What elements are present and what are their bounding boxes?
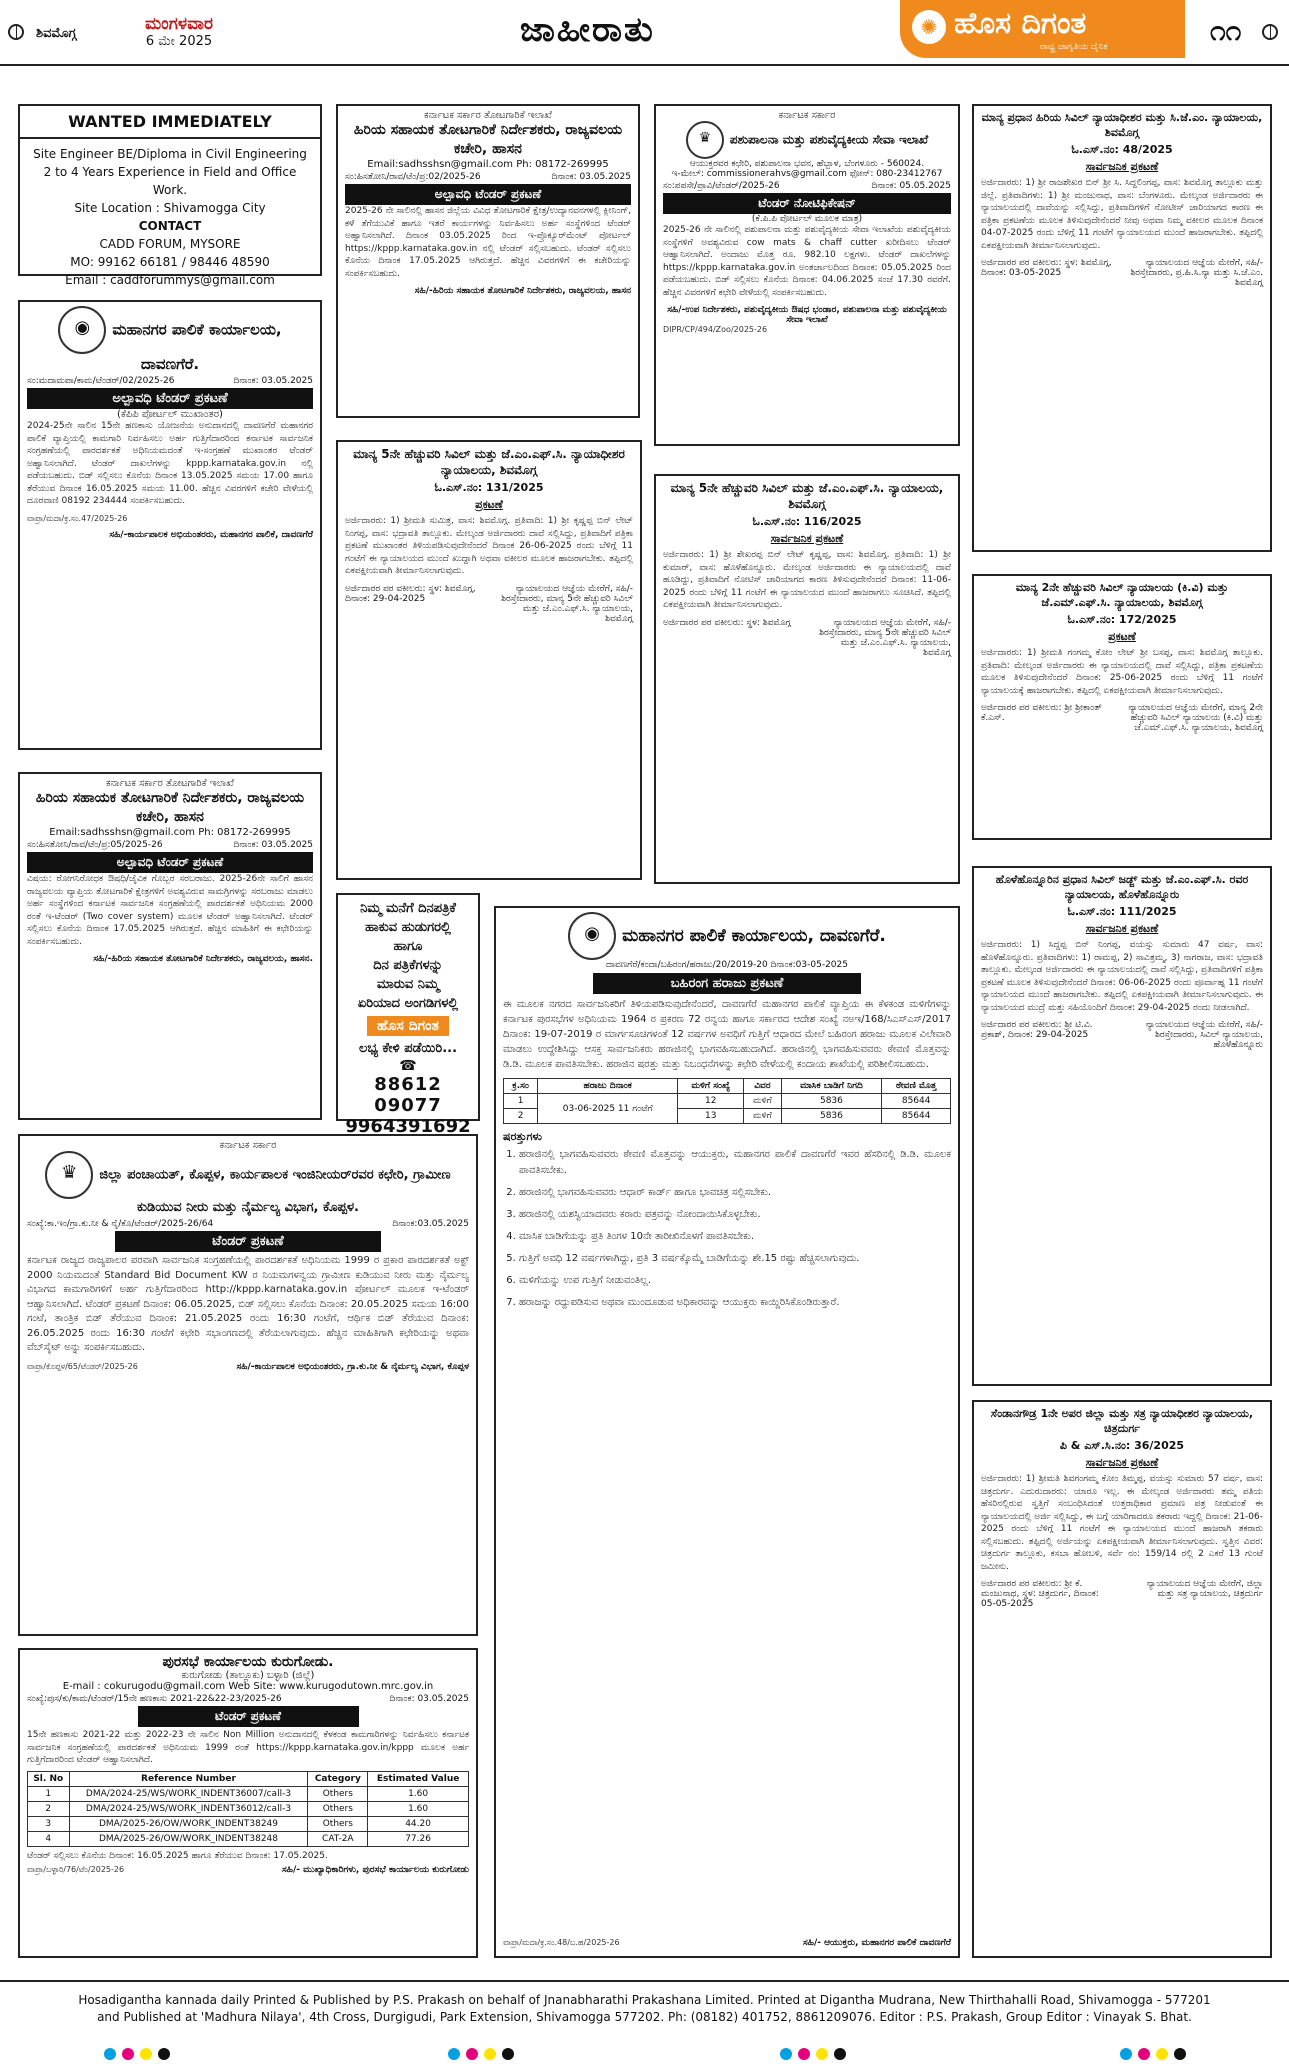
ad-signature: ಸಹಿ/- ಆಯುಕ್ತರು, ಮಹಾನಗರ ಪಾಲಿಕೆ ದಾವಣಗೆರೆ <box>802 1938 951 1948</box>
auction-table <box>503 1078 951 1124</box>
wanted-line: 2 to 4 Years Experience in Field and Office Work. <box>43 165 297 197</box>
list-item: 2. ಹರಾಜಿನಲ್ಲಿ ಭಾಗವಹಿಸುವವರು ಆಧಾರ್ ಕಾರ್ಡ್ ಹಾಗೂ ಭಾವಚಿತ್ರ ಸಲ್ಲಿಸಬೇಕು. <box>519 1185 951 1201</box>
court-signature: ನ್ಯಾಯಾಲಯದ ಆಜ್ಞೆಯ ಮೇರೆಗೆ, ಸಹಿ/-ಶಿರಸ್ತೇದಾರರು, ಮಾನ್ಯ 5ನೇ ಹೆಚ್ಚುವರಿ ಸಿವಿಲ್ ಮತ್ತು ಜೆ.ಎಂ.ಎಫ್.ಸಿ. ನ್ಯಾಯಾಲಯ, ಶಿವಮೊಗ್ಗ <box>819 617 951 658</box>
case-number: ಪಿ & ಎಸ್.ಸಿ.ನಂ: 36/2025 <box>1059 1439 1185 1452</box>
ref-number: ಸಂಖ್ಯೆ:ಪುಸ/ಕು/ಕಾಮ/ಟೆಂಡರ್/15ನೇ ಹಣಕಾಸು 2021-22&22-23/2025-26 <box>27 1694 282 1704</box>
promo-logo: ಹೊಸ ದಿಗಂತ <box>367 1016 449 1036</box>
ad-contact: ಇ-ಮೇಲ್: commissionerahvs@gmail.com ಫೋನ್: 080-23412767 <box>671 169 943 179</box>
table-cell: 1 <box>504 1094 538 1109</box>
ad-gov-line: ಕರ್ನಾಟಕ ಸರ್ಕಾರ <box>219 1140 277 1151</box>
dept-emblem-icon: ♛ <box>686 121 724 159</box>
notice-label: ಸಾರ್ವಜನಿಕ ಪ್ರಕಟಣೆ <box>1085 160 1159 173</box>
notice-label: ಪ್ರಕಟಣೆ <box>475 498 503 511</box>
table-header: ಮಳಿಗೆ ಸಂಖ್ಯೆ <box>678 1079 744 1094</box>
ad-gov-line: ಕರ್ನಾಟಕ ಸರ್ಕಾರ ತೋಟಗಾರಿಕೆ ಇಲಾಖೆ <box>106 778 234 789</box>
table-cell: Others <box>308 1786 368 1801</box>
ad-title: ಮಹಾನಗರ ಪಾಲಿಕೆ ಕಾರ್ಯಾಲಯ, ದಾವಣಗೆರೆ. <box>622 926 886 946</box>
ad-date: ದಿನಾಂಕ: 03.05.2025 <box>551 172 631 182</box>
masthead <box>0 0 1289 66</box>
notice-body: ಅರ್ಜಿದಾರರು: 1) ಸಿದ್ದಪ್ಪ ಬಿನ್ ನಿಂಗಪ್ಪ, ವಯಸ್ಸು ಸುಮಾರು 47 ವರ್ಷ, ವಾಸ: ಹೊಳೆಹೊನ್ನೂರು. ಪ್ರತಿವಾದಿಗಳು: 1) ರಾಮಪ್ಪ, 2) ಸಾವಿತ್ರಮ್ಮ, 3) ನಾಗರಾಜ, ವಾಸ: ಭದ್ರಾವತಿ ತಾಲ್ಲೂಕು. ಮೇಲ್ಕಂಡ ಅರ್ಜಿದಾರರು ಈ ನ್ಯಾಯಾಲಯದಲ್ಲಿ ದಾವೆ ಸಲ್ಲಿಸಿದ್ದು, ಪ್ರತಿವಾದಿಗಳಿಗೆ ಪತ್ರಿಕಾ ಪ್ರಕಟಣೆ ಮೂಲಕ ತಿಳಿಸುವುದೇನೆಂದರೆ ದಿನಾಂಕ: 06-06-2025 ರಂದು ಪೂರ್ವಾಹ್ನ 11 ಗಂಟೆಗೆ ನ್ಯಾಯಾಲಯದ ಮುಂದೆ ಹಾಜರಾಗಬೇಕು. ತಪ್ಪಿದಲ್ಲಿ ಏಕಪಕ್ಷೀಯವಾಗಿ ತೀರ್ಮಾನಿಸಲಾಗುವುದು. ಈ ನ್ಯಾಯಾಲಯದ ಮುದ್ರೆ ಮತ್ತು ಸಹಿಯೊಂದಿಗೆ ದಿನಾಂಕ: 29-04-2025 ರಂದು ನೀಡಲಾಗಿದೆ. <box>981 940 1263 1013</box>
table-cell: 1.60 <box>368 1801 469 1816</box>
table-cell: Others <box>308 1816 368 1831</box>
cmyk-dot-icon <box>780 2048 792 2060</box>
table-cell: 4 <box>28 1831 70 1846</box>
wanted-title: WANTED IMMEDIATELY <box>20 106 320 139</box>
registration-mark-icon <box>1262 24 1278 40</box>
ad-subtitle: (ಕೆಪಿಪಿ ಪೋರ್ಟಲ್ ಮುಖಾಂತರ) <box>117 409 223 420</box>
ad-title: ಮಹಾನಗರ ಪಾಲಿಕೆ ಕಾರ್ಯಾಲಯ, ದಾವಣಗೆರೆ. <box>112 320 282 373</box>
table-cell: 5836 <box>781 1094 882 1109</box>
court-notice-6 <box>972 1400 1272 1958</box>
cmyk-dot-icon <box>104 2048 116 2060</box>
ad-footnote: ವಾಪ್ರಾ/ಮದಾ/ಕ್ರ.ಸಂ.48/ಬ.ಹ/2025-26 <box>503 1938 620 1947</box>
court-title: ಸೆಂಡಾನಗೌಡ್ರ 1ನೇ ಅಪರ ಜಿಲ್ಲಾ ಮತ್ತು ಸತ್ರ ನ್ಯಾಯಾಧೀಶರ ನ್ಯಾಯಾಲಯ, ಚಿತ್ರದುರ್ಗ <box>990 1407 1254 1435</box>
kurugodu-tender-ad <box>18 1648 478 1958</box>
court-notice-1 <box>972 104 1272 552</box>
notice-label: ಸಾರ್ವಜನಿಕ ಪ್ರಕಟಣೆ <box>1085 922 1159 935</box>
table-row <box>28 1816 469 1831</box>
ad-subtitle: (ಕೆ.ಪಿ.ಪಿ ಪೋರ್ಟಲ್ ಮೂಲಕ ಮಾತ್ರ) <box>751 214 863 224</box>
cmyk-dot-icon <box>1156 2048 1168 2060</box>
ad-title: ಪುರಸಭೆ ಕಾರ್ಯಾಲಯ ಕುರುಗೋಡು. <box>162 1654 334 1670</box>
table-header: Category <box>308 1771 368 1786</box>
notice-label: ಸಾರ್ವಜನಿಕ ಪ್ರಕಟಣೆ <box>770 532 844 545</box>
advocate-info: ಅರ್ಜಿದಾರರ ಪರ ವಕೀಲರು: ಶ್ರೀ ಶ್ರೀಕಾಂತ್ ಕೆ.ಎಸ್. <box>981 703 1102 723</box>
ad-body: 2025-26 ನೇ ಸಾಲಿನಲ್ಲಿ ಹಾಸನ ಜಿಲ್ಲೆಯ ವಿವಿಧ ತೋಟಗಾರಿಕೆ ಕ್ಷೇತ್ರ/ಉದ್ಯಾನವನಗಳಲ್ಲಿ ಕ್ಲೀನಿಂಗ್, ಕಳೆ ತೆಗೆಯುವಿಕೆ ಹಾಗೂ ಇತರೆ ಕಾರ್ಯಗಳನ್ನು ನಿರ್ವಹಿಸಲು ಅರ್ಹ ಸಂಸ್ಥೆಗಳಿಂದ ಟೆಂಡರ್ ಅಹ್ವಾನಿಸಲಾಗಿದೆ. ದಿನಾಂಕ 03.05.2025 ರಿಂದ ಇ-ಪ್ರೊಕ್ಯೂರ್‌ಮೆಂಟ್ ಪೋರ್ಟಲ್ https://kppp.karnataka.gov.in ನಲ್ಲಿ ಟೆಂಡರ್ ಸಲ್ಲಿಸಬಹುದು. ಟೆಂಡರ್ ಸಲ್ಲಿಸಲು ಕೊನೆಯ ದಿನಾಂಕ 17.05.2025 ಆಗಿರುತ್ತದೆ. ಹೆಚ್ಚಿನ ವಿವರಗಳಿಗೆ ಈ ಕಚೇರಿಯನ್ನು ಸಂಪರ್ಕಿಸಬಹುದು. <box>345 206 631 279</box>
table-cell: DMA/2024-25/WS/WORK_INDENT36012/call-3 <box>69 1801 308 1816</box>
edition-city: ಶಿವಮೊಗ್ಗ <box>36 26 77 41</box>
contact-label: CONTACT <box>138 219 202 233</box>
issue-date: 6 ಮೇ 2025 <box>145 34 213 49</box>
ad-gov-line: ಕರ್ನಾಟಕ ಸರ್ಕಾರ ತೋಟಗಾರಿಕೆ ಇಲಾಖೆ <box>424 110 552 121</box>
table-header: ಕ್ರ.ಸಂ <box>504 1079 538 1094</box>
dipr-code: DIPR/CP/494/Zoo/2025-26 <box>663 325 768 334</box>
wanted-line: Site Engineer BE/Diploma in Civil Engineering <box>33 147 307 161</box>
advocate-info: ಅರ್ಜಿದಾರರ ಪರ ವಕೀಲರು: ಸ್ಥಳ: ಶಿವಮೊಗ್ಗ, ದಿನಾಂಕ: 03-05-2025 <box>981 258 1112 278</box>
mobile-numbers: MO: 99162 66181 / 98446 48590 <box>70 255 270 269</box>
company-name: CADD FORUM, MYSORE <box>99 237 241 251</box>
ad-body: ವಿಷಯ: ರೋಗನಿರೋಧಕ ಔಷಧಿ/ಜೈವಿಕ ಗೊಬ್ಬರ ಸರಬರಾಜು. 2025-26ನೇ ಸಾಲಿಗೆ ಹಾಸನ ರಾಜ್ಯವಲಯ ವ್ಯಾಪ್ತಿಯ ತೋಟಗಾರಿಕೆ ಕ್ಷೇತ್ರಗಳಿಗೆ ಅವಶ್ಯವಿರುವ ಸಾಮಗ್ರಿಗಳನ್ನು ಸರಬರಾಜು ಮಾಡಲು ಅರ್ಹ ಸಂಸ್ಥೆಗಳಿಂದ ಕರ್ನಾಟಕ ಸಾರ್ವಜನಿಕ ಸಂಗ್ರಹಣೆಯಲ್ಲಿ ಪಾರದರ್ಶಕತೆ ಅಧಿನಿಯಮ 2000 ರಂತೆ ಇ-ಟೆಂಡರ್ (Two cover system) ಮೂಲಕ ಟೆಂಡರ್ ಅಹ್ವಾನಿಸಲಾಗಿದೆ. ಟೆಂಡರ್ ಸಲ್ಲಿಸಲು ಕೊನೆಯ ದಿನಾಂಕ 17.05.2025 ಆಗಿರುತ್ತದೆ. ಹೆಚ್ಚಿನ ಮಾಹಿತಿಗೆ ಈ ಕಛೇರಿಯನ್ನು ಸಂಪರ್ಕಿಸಬಹುದು. <box>27 874 313 947</box>
ad-title: ಜಿಲ್ಲಾ ಪಂಚಾಯತ್, ಕೊಪ್ಪಳ, ಕಾರ್ಯಪಾಲಕ ಇಂಜಿನೀಯರ್‌ರವರ ಕಛೇರಿ, ಗ್ರಾಮೀಣ ಕುಡಿಯುವ ನೀರು ಮತ್ತು ನೈರ್ಮಲ್ಯ ವಿಭಾಗ, ಕೊಪ್ಪಳ. <box>99 1167 451 1215</box>
case-number: ಓ.ಎಸ್.ನಂ: 111/2025 <box>1067 905 1177 918</box>
list-item: 4. ಮಾಸಿಕ ಬಾಡಿಗೆಯನ್ನು ಪ್ರತಿ ತಿಂಗಳ 10ನೇ ತಾರೀಖಿನೊಳಗೆ ಪಾವತಿಸಬೇಕು. <box>519 1229 951 1245</box>
table-cell: DMA/2025-26/OW/WORK_INDENT38248 <box>69 1831 308 1846</box>
conditions-list <box>503 1147 951 1311</box>
ad-signature: ಸಹಿ/-ಹಿರಿಯ ಸಹಾಯಕ ತೋಟಗಾರಿಕೆ ನಿರ್ದೇಶಕರು, ರಾಜ್ಯವಲಯ, ಹಾಸನ <box>414 286 631 296</box>
court-title: ಮಾನ್ಯ 5ನೇ ಹೆಚ್ಚುವರಿ ಸಿವಿಲ್ ಮತ್ತು ಜೆ.ಎಂ.ಎಫ್.ಸಿ. ನ್ಯಾಯಾಲಯ, ಶಿವಮೊಗ್ಗ <box>670 481 944 511</box>
date-block <box>145 14 213 49</box>
ad-footnote: ವಾಪ್ರಾ/ಮದಾ/ಕ್ರ.ಸಂ.47/2025-26 <box>27 513 128 523</box>
list-item: 7. ಹರಾಜನ್ನು ರದ್ದುಪಡಿಸುವ ಅಥವಾ ಮುಂದೂಡುವ ಅಧಿಕಾರವನ್ನು ಆಯುಕ್ತರು ಕಾಯ್ದಿರಿಸಿಕೊಂಡಿರುತ್ತಾರೆ. <box>519 1295 951 1311</box>
ad-band: ಟೆಂಡರ್ ನೋಟಿಫಿಕೇಷನ್ <box>663 193 951 214</box>
weekday: ಮಂಗಳವಾರ <box>145 14 214 34</box>
table-cell: 1.60 <box>368 1786 469 1801</box>
ad-note: ಟೆಂಡರ್ ಸಲ್ಲಿಸಲು ಕೊನೆಯ ದಿನಾಂಕ: 16.05.2025 ಹಾಗೂ ತೆರೆಯುವ ದಿನಾಂಕ: 17.05.2025. <box>27 1850 328 1861</box>
notice-label: ಸಾರ್ವಜನಿಕ ಪ್ರಕಟಣೆ <box>1085 1456 1159 1469</box>
dvg-tender-ad <box>18 300 322 750</box>
table-header: ಮಾಸಿಕ ಬಾಡಿಗೆ ನಿಗದಿ <box>781 1079 882 1094</box>
advocate-info: ಅರ್ಜಿದಾರರ ಪರ ವಕೀಲರು: ಸ್ಥಳ: ಶಿವಮೊಗ್ಗ, ದಿನಾಂಕ: 29-04-2025 <box>345 583 476 604</box>
court-title: ಮಾನ್ಯ 2ನೇ ಹೆಚ್ಚುವರಿ ಸಿವಿಲ್ ನ್ಯಾಯಾಲಯ (ಕಿ.ವಿ) ಮತ್ತು ಜೆ.ಎಮ್.ಎಫ್.ಸಿ. ನ್ಯಾಯಾಲಯ, ಶಿವಮೊಗ್ಗ <box>1015 581 1229 609</box>
cmyk-dot-icon <box>834 2048 846 2060</box>
ad-signature: ಸಹಿ/-ಉಪ ನಿರ್ದೇಶಕರು, ಪಶುವೈದ್ಯಕೀಯ ಔಷಧ ಭಂಡಾರ, ಪಶುಪಾಲನಾ ಮತ್ತು ಪಶುವೈದ್ಯಕೀಯ ಸೇವಾ ಇಲಾಖೆ <box>667 305 947 325</box>
ad-signature: ಸಹಿ/- ಮುಖ್ಯಾಧಿಕಾರಿಗಳು, ಪುರಸಭೆ ಕಾರ್ಯಾಲಯ ಕುರುಗೋಡು <box>282 1865 469 1875</box>
court-signature: ನ್ಯಾಯಾಲಯದ ಆಜ್ಞೆಯ ಮೇರೆಗೆ, ಸಹಿ/-ಶಿರಸ್ತೇದಾರರು, ಮಾನ್ಯ 5ನೇ ಹೆಚ್ಚುವರಿ ಸಿವಿಲ್ ಮತ್ತು ಜೆ.ಎಂ.ಎಫ್.ಸಿ. ನ್ಯಾಯಾಲಯ, ಶಿವಮೊಗ್ಗ <box>501 583 633 624</box>
table-cell: 44.20 <box>368 1816 469 1831</box>
promo-line: ಮಾರುವ ನಿಮ್ಮ <box>376 977 440 992</box>
hassan-tender-ad-2 <box>18 772 322 1120</box>
table-row <box>28 1786 469 1801</box>
ref-number: ಸಂ:ಹಿಸತೋನಿ/ರಾವ/ಟೆಂ/ಪ್ರ:02/2025-26 <box>345 172 481 182</box>
table-cell: 5836 <box>781 1109 882 1124</box>
ad-footnote: ವಾಪ್ರಾ/ಕೊಪ್ಪಳ/65/ಟೆಂಡರ್/2025-26 <box>27 1361 138 1371</box>
table-header: ಹರಾಜು ದಿನಾಂಕ <box>538 1079 678 1094</box>
ad-signature: ಸಹಿ/-ಕಾರ್ಯಪಾಲಕ ಅಭಿಯಂತರರು, ಗ್ರಾ.ಕು.ನೀ & ನೈರ್ಮಲ್ಯ ವಿಭಾಗ, ಕೊಪ್ಪಳ <box>236 1361 469 1372</box>
promo-line: ಹಾಗೂ <box>393 939 423 954</box>
ad-band: ಬಹಿರಂಗ ಹರಾಜು ಪ್ರಕಟಣೆ <box>593 973 862 994</box>
corporation-seal-icon: ◉ <box>568 912 616 960</box>
promo-line: ಹಾಕುವ ಹುಡುಗರಲ್ಲಿ <box>365 920 451 935</box>
ad-band: ಅಲ್ಪಾವಧಿ ಟೆಂಡರ್ ಪ್ರಕಟಣೆ <box>27 388 313 409</box>
advocate-info: ಅರ್ಜಿದಾರರ ಪರ ವಕೀಲರು: ಶ್ರೀ ಕೆ. ಮಂಜುನಾಥ, ಸ್ಥಳ: ಚಿತ್ರದುರ್ಗ, ದಿನಾಂಕ: 05-05-2025 <box>981 1579 1099 1609</box>
ad-subtitle: ಕುರುಗೋಡು (ತಾಲ್ಲೂಕು) ಬಳ್ಳಾರಿ (ಜಿಲ್ಲೆ) <box>181 1670 315 1681</box>
cmyk-dot-icon <box>502 2048 514 2060</box>
cmyk-dot-icon <box>158 2048 170 2060</box>
ad-body: 15ನೇ ಹಣಕಾಸು 2021-22 ಮತ್ತು 2022-23 ನೇ ಸಾಲಿನ Non Million ಅನುದಾನದಲ್ಲಿ ಕೆಳಕಂಡ ಕಾಮಗಾರಿಗಳನ್ನು ನಿರ್ವಹಿಸಲು ಕರ್ನಾಟಕ ಸಾರ್ವಜನಿಕ ಸಂಗ್ರಹಣೆಯಲ್ಲಿ ಪಾರದರ್ಶಕತೆ ಅಧಿನಿಯಮ 1999 ರಂತೆ https://kppp.karnataka.gov.in/kppp ಮೂಲಕ ಅರ್ಹ ಗುತ್ತಿಗೆದಾರರಿಂದ ಟೆಂಡರ್ ಆಹ್ವಾನಿಸಲಾಗಿದೆ. <box>27 1730 469 1765</box>
table-row <box>504 1094 951 1109</box>
notice-body: ಅರ್ಜಿದಾರರು: 1) ಶ್ರೀ ಶೇಖರಪ್ಪ ಬಿನ್ ಲೇಟ್ ಕೃಷ್ಣಪ್ಪ, ವಾಸ: ಶಿವಮೊಗ್ಗ. ಪ್ರತಿವಾದಿ: 1) ಶ್ರೀ ಕುಮಾರ್, ವಾಸ: ಹೊಳೆಹೊನ್ನೂರು. ಮೇಲ್ಕಂಡ ಅರ್ಜಿದಾರರು ಈ ನ್ಯಾಯಾಲಯದಲ್ಲಿ ದಾವೆ ಹೂಡಿದ್ದು, ಪ್ರತಿವಾದಿಗೆ ನೋಟಿಸ್ ಜಾರಿಯಾಗದ ಕಾರಣ ತಿಳಿಸುವುದೇನೆಂದರೆ ದಿನಾಂಕ: 11-06-2025 ರಂದು ಬೆಳಿಗ್ಗೆ 11 ಗಂಟೆಗೆ ಈ ನ್ಯಾಯಾಲಯದ ಮುಂದೆ ಹಾಜರಾಗಲು ಸೂಚಿಸಿದೆ. ತಪ್ಪಿದಲ್ಲಿ ಏಕಪಕ್ಷೀಯವಾಗಿ ತೀರ್ಮಾನಿಸಲಾಗುವುದು. <box>663 550 951 610</box>
advocate-info: ಅರ್ಜಿದಾರರ ಪರ ವಕೀಲರು: ಸ್ಥಳ: ಶಿವಮೊಗ್ಗ <box>663 617 791 628</box>
cmyk-dot-icon <box>122 2048 134 2060</box>
court-notice-2 <box>336 440 642 880</box>
table-cell: ಮಳಿಗೆ <box>744 1109 781 1124</box>
promo-line: ಏರಿಯಾದ ಅಂಗಡಿಗಳಲ್ಲಿ <box>357 996 459 1011</box>
court-signature: ನ್ಯಾಯಾಲಯದ ಆಜ್ಞೆಯ ಮೇರೆಗೆ, ಸಹಿ/-ಶಿರಸ್ತೇದಾರರು, ಸಿವಿಲ್ ನ್ಯಾಯಾಲಯ, ಹೊಳೆಹೊನ್ನೂರು <box>1145 1020 1263 1050</box>
imprint-footer <box>0 1980 1289 2040</box>
ad-body: ಕರ್ನಾಟಕ ರಾಜ್ಯದ ರಾಜ್ಯಪಾಲರ ಪರವಾಗಿ ಸಾರ್ವಜನಿಕ ಸಂಗ್ರಹಣೆಯಲ್ಲಿ ಪಾರದರ್ಶಕತೆ ಅಧಿನಿಯಮ 1999 ರ ಪ್ರಕಾರ ಪಾರದರ್ಶಕತೆ ಅಕ್ಟ್ 2000 ನಿಯಮದಂತೆ Standard Bid Document KW ರ ನಿಯಮಗಳನ್ವಯ ಗ್ರಾಮೀಣ ಕುಡಿಯುವ ನೀರು ಮತ್ತು ನೈರ್ಮಲ್ಯ ವಿಭಾಗದ ಕಾಮಗಾರಿಗಳಿಗೆ ಅರ್ಹ ಗುತ್ತಿಗೆದಾರರಿಂದ http://kppp.karnataka.gov.in ಪೋರ್ಟಲ್ ಮೂಲಕ ಇ-ಟೆಂಡರ್ ಆಹ್ವಾನಿಸಲಾಗಿದೆ. ಟೆಂಡರ್ ಪ್ರಕಟಣೆ ದಿನಾಂಕ: 06.05.2025, ಬಿಡ್ ಸಲ್ಲಿಸಲು ಕೊನೆಯ ದಿನಾಂಕ: 20.05.2025 ಸಮಯ 16:00 ಗಂಟೆ, ತಾಂತ್ರಿಕ ಬಿಡ್ ತೆರೆಯುವ ದಿನಾಂಕ: 21.05.2025 ರಂದು 16:30 ಗಂಟೆಗೆ, ಆರ್ಥಿಕ ಬಿಡ್ ತೆರೆಯುವ ದಿನಾಂಕ: 26.05.2025 ರಂದು 16:30 ಗಂಟೆಗೆ ಕಛೇರಿ ಸಭಾಂಗಣದಲ್ಲಿ ತೆರೆಯಲಾಗುವುದು. ಹೆಚ್ಚಿನ ಮಾಹಿತಿಗಾಗಿ ಕಛೇರಿಯನ್ನು ಅಥವಾ ವೆಬ್‌ಸೈಟ್ ಅನ್ನು ಸಂಪರ್ಕಿಸಬಹುದು. <box>27 1255 469 1353</box>
ref-number: ಸಂ:ಮದಾಮಪಾ/ಕಾಮ/ಟೆಂಡರ್/02/2025-26 <box>27 376 175 386</box>
ad-title: ಪಶುಪಾಲನಾ ಮತ್ತು ಪಶುವೈದ್ಯಕೀಯ ಸೇವಾ ಇಲಾಖೆ <box>729 132 929 147</box>
ad-band: ಅಲ್ಪಾವಧಿ ಟೆಂಡರ್ ಪ್ರಕಟಣೆ <box>345 184 631 205</box>
court-title: ಹೊಳೆಹೊನ್ನೂರಿನ ಪ್ರಧಾನ ಸಿವಿಲ್ ಜಡ್ಜ್ ಮತ್ತು ಜೆ.ಎಂ.ಎಫ್.ಸಿ. ರವರ ನ್ಯಾಯಾಲಯ, ಹೊಳೆಹೊನ್ನೂರು <box>995 873 1249 901</box>
notice-body: ಅರ್ಜಿದಾರರು: 1) ಶ್ರೀಮತಿ ಸುಮಿತ್ರ, ವಾಸ: ಶಿವಮೊಗ್ಗ. ಪ್ರತಿವಾದಿ: 1) ಶ್ರೀ ಕೃಷ್ಣಪ್ಪ ಬಿನ್ ಲೇಟ್ ನಿಂಗಪ್ಪ, ವಾಸ: ಭದ್ರಾವತಿ ತಾಲ್ಲೂಕು. ಮೇಲ್ಕಂಡ ಅರ್ಜಿದಾರರು ದಾವೆ ಸಲ್ಲಿಸಿದ್ದು, ಪ್ರತಿವಾದಿಗೆ ಪತ್ರಿಕಾ ಪ್ರಕಟಣೆ ಮುಖಾಂತರ ತಿಳಿಯಪಡಿಸುವುದೇನೆಂದರೆ ದಿನಾಂಕ 26-06-2025 ರಂದು ಬೆಳಿಗ್ಗೆ 11 ಗಂಟೆಗೆ ಈ ನ್ಯಾಯಾಲಯದ ಮುಂದೆ ಖುದ್ದಾಗಿ ಅಥವಾ ವಕೀಲರ ಮೂಲಕ ಹಾಜರಾಗಬೇಕು. ತಪ್ಪಿದಲ್ಲಿ ಏಕಪಕ್ಷೀಯವಾಗಿ ತೀರ್ಮಾನಿಸಲಾಗುವುದು. <box>345 516 633 576</box>
logo-text: ಹೊಸ ದಿಗಂತ <box>954 6 1087 41</box>
table-cell: DMA/2025-26/OW/WORK_INDENT38249 <box>69 1816 308 1831</box>
table-cell: 2 <box>504 1109 538 1124</box>
table-cell: Others <box>308 1801 368 1816</box>
case-number: ಓ.ಎಸ್.ನಂ: 48/2025 <box>1071 143 1173 156</box>
ad-date: ದಿನಾಂಕ: 03.05.2025 <box>233 376 313 386</box>
table-cell: 2 <box>28 1801 70 1816</box>
table-header: Estimated Value <box>368 1771 469 1786</box>
notice-body: ಅರ್ಜಿದಾರರು: 1) ಶ್ರೀಮತಿ ಶಿವಗಂಗಮ್ಮ ಕೋಂ ತಿಮ್ಮಪ್ಪ, ವಯಸ್ಸು ಸುಮಾರು 57 ವರ್ಷ, ವಾಸ: ಚಿತ್ರದುರ್ಗ. ಎದುರುದಾರರು: ಯಾರೂ ಇಲ್ಲ. ಈ ಮೇಲ್ಕಂಡ ಅರ್ಜಿದಾರರು ತಮ್ಮ ಪತಿಯ ಹೆಸರಿನಲ್ಲಿರುವ ಸ್ವತ್ತಿಗೆ ಸಂಬಂಧಿಸಿದಂತೆ ಉತ್ತರಾಧಿಕಾರ ಪ್ರಮಾಣ ಪತ್ರ ನೀಡುವಂತೆ ಈ ನ್ಯಾಯಾಲಯದಲ್ಲಿ ಅರ್ಜಿ ಸಲ್ಲಿಸಿದ್ದು, ಈ ಬಗ್ಗೆ ಯಾರಿಗಾದರೂ ತಕರಾರು ಇದ್ದಲ್ಲಿ ದಿನಾಂಕ: 21-06-2025 ರಂದು ಬೆಳಿಗ್ಗೆ 11 ಗಂಟೆಗೆ ಈ ನ್ಯಾಯಾಲಯದ ಮುಂದೆ ಹಾಜರಾಗಿ ತಕರಾರು ಸಲ್ಲಿಸಬಹುದು. ತಪ್ಪಿದಲ್ಲಿ ಅರ್ಜಿಯನ್ನು ಏಕಪಕ್ಷೀಯವಾಗಿ ತೀರ್ಮಾನಿಸಲಾಗುವುದು. ಸ್ವತ್ತಿನ ವಿವರ: ಚಿತ್ರದುರ್ಗ ತಾಲ್ಲೂಕು, ಕಸಬಾ ಹೋಬಳಿ, ಸರ್ವೆ ನಂ: 159/14 ರಲ್ಲಿ 2 ಎಕರೆ 13 ಗುಂಟೆ ಜಮೀನು. <box>981 1474 1263 1572</box>
table-cell: 3 <box>28 1816 70 1831</box>
promo-line: ಲಭ್ಯ ಕೇಳಿ ಪಡೆಯಿರಿ... <box>358 1041 458 1056</box>
table-header: Sl. No <box>28 1771 70 1786</box>
dvg-auction-ad <box>494 906 960 1958</box>
promo-line: ನಿಮ್ಮ ಮನೆಗೆ ದಿನಪತ್ರಿಕೆ <box>360 901 456 916</box>
list-item: 6. ಮಳಿಗೆಯನ್ನು ಉಪ ಗುತ್ತಿಗೆ ನೀಡುವಂತಿಲ್ಲ. <box>519 1273 951 1289</box>
table-cell: 85644 <box>882 1109 951 1124</box>
table-cell: 1 <box>28 1786 70 1801</box>
conditions-title: ಷರತ್ತುಗಳು <box>503 1130 542 1143</box>
cmyk-dot-icon <box>1174 2048 1186 2060</box>
list-item: 3. ಹರಾಜಿನಲ್ಲಿ ಯಶಸ್ವಿಯಾದವರು ಕರಾರು ಪತ್ರವನ್ನು ನೋಂದಾಯಿಸಿಕೊಳ್ಳಬೇಕು. <box>519 1207 951 1223</box>
table-header: ವಿವರ <box>744 1079 781 1094</box>
ad-body: 2024-25ನೇ ಸಾಲಿನ 15ನೇ ಹಣಕಾಸು ಯೋಜನೆಯ ಅನುದಾನದಲ್ಲಿ ದಾವಣಗೆರೆ ಮಹಾನಗರ ಪಾಲಿಕೆ ವ್ಯಾಪ್ತಿಯಲ್ಲಿ ಕಾಮಗಾರಿ ನಿರ್ವಹಿಸಲು ಅರ್ಹ ಗುತ್ತಿಗೆದಾರರಿಂದ ಕರ್ನಾಟಕ ಸಾರ್ವಜನಿಕ ಸಂಗ್ರಹಣೆಯಲ್ಲಿ ಪಾರದರ್ಶಕತೆ ಅಧಿನಿಯಮದಂತೆ ಇ-ಸಂಗ್ರಹಣೆ ಮುಖಾಂತರ ಟೆಂಡರ್ ಅಹ್ವಾನಿಸಲಾಗಿದೆ. ಟೆಂಡರ್ ದಾಖಲೆಗಳನ್ನು kppp.karnataka.gov.in ನಲ್ಲಿ ಪಡೆಯಬಹುದು. ಬಿಡ್ ಸಲ್ಲಿಸಲು ಕೊನೆಯ ದಿನಾಂಕ 13.05.2025 ಸಮಯ 17.00 ಹಾಗೂ ತೆರೆಯುವ ದಿನಾಂಕ 16.05.2025 ಸಮಯ 11.00. ಹೆಚ್ಚಿನ ವಿವರಗಳಿಗೆ ಕಚೇರಿ ವೇಳೆಯಲ್ಲಿ ದೂರವಾಣಿ 08192 234444 ಸಂಪರ್ಕಿಸಬಹುದು. <box>27 421 313 506</box>
ad-contact: Email:sadhsshsn@gmail.com Ph: 08172-269995 <box>49 827 291 838</box>
hassan-tender-ad-1 <box>336 104 640 418</box>
logo-emblem-icon: ✺ <box>912 10 946 44</box>
table-row <box>28 1801 469 1816</box>
cmyk-dot-icon <box>798 2048 810 2060</box>
email: Email : caddforummys@gmail.com <box>65 273 275 287</box>
court-title: ಮಾನ್ಯ ಪ್ರಧಾನ ಹಿರಿಯ ಸಿವಿಲ್ ನ್ಯಾಯಾಧೀಶರ ಮತ್ತು ಸಿ.ಜೆ.ಎಂ. ನ್ಯಾಯಾಲಯ, ಶಿವಮೊಗ್ಗ <box>981 111 1263 139</box>
ad-date: ದಿನಾಂಕ: 03.05.2025 <box>389 1694 469 1704</box>
hosadigantha-promo-ad <box>336 893 480 1137</box>
registration-mark-icon <box>8 24 24 40</box>
ad-date: ದಿನಾಂಕ: 05.05.2025 <box>871 181 951 191</box>
notice-body: ಅರ್ಜಿದಾರರು: 1) ಶ್ರೀ ರಾಜಶೇಖರ ಬಿನ್ ಶ್ರೀ ಸಿ. ಸಿದ್ದಲಿಂಗಪ್ಪ, ವಾಸ: ಶಿವಮೊಗ್ಗ ತಾಲ್ಲೂಕು ಮತ್ತು ಜಿಲ್ಲೆ. ಪ್ರತಿವಾದಿಗಳು: 1) ಶ್ರೀ ಮಂಜುನಾಥ, ವಾಸ: ಬೆಂಗಳೂರು. ಮೇಲ್ಕಂಡ ಅರ್ಜಿದಾರರು ಈ ನ್ಯಾಯಾಲಯದಲ್ಲಿ ದಾವೆಯನ್ನು ಸಲ್ಲಿಸಿದ್ದು, ಪ್ರತಿವಾದಿಗಳಿಗೆ ನೋಟೀಸ್ ಜಾರಿಯಾಗದ ಕಾರಣ ಈ ಪತ್ರಿಕಾ ಪ್ರಕಟಣೆಯ ಮೂಲಕ ತಿಳಿಸುವುದೇನೆಂದರೆ ನೀವು ಅಥವಾ ನಿಮ್ಮ ವಕೀಲರ ಮೂಲಕ ದಿನಾಂಕ 04-07-2025 ರಂದು ಬೆಳಿಗ್ಗೆ 11 ಗಂಟೆಗೆ ನ್ಯಾಯಾಲಯದ ಮುಂದೆ ಹಾಜರಾಗಬೇಕು. ತಪ್ಪಿದಲ್ಲಿ ಏಕಪಕ್ಷೀಯವಾಗಿ ತೀರ್ಮಾನಿಸಲಾಗುವುದು. <box>981 178 1263 251</box>
court-signature: ನ್ಯಾಯಾಲಯದ ಆಜ್ಞೆಯ ಮೇರೆಗೆ, ಸಹಿ/-ಶಿರಸ್ತೇದಾರರು, ಪ್ರ.ಹಿ.ಸಿ.ನ್ಯಾ ಮತ್ತು ಸಿ.ಜೆ.ಎಂ. ಶಿವಮೊಗ್ಗ <box>1130 258 1263 288</box>
section-title: ಜಾಹೀರಾತು <box>520 10 655 50</box>
table-cell: DMA/2024-25/WS/WORK_INDENT36007/call-3 <box>69 1786 308 1801</box>
logo-tagline: ರಾಷ್ಟ್ರ ಜಾಗೃತಿಯ ದೈನಿಕ <box>1040 42 1108 52</box>
ref-number: ಸಂಖ್ಯೆ:ಕಾ.ಇಂ/ಗ್ರಾ.ಕು.ನೀ & ನೈ/ಕೊ/ಟೆಂಡರ್/2025-26/64 <box>27 1219 214 1229</box>
table-cell: 03-06-2025 11 ಗಂಟೆಗೆ <box>538 1094 678 1124</box>
ref-number: ದಾವಣಗೆರೆ/ಕಂದಾ/ಬಹಿರಂಗ/ಹರಾಜು/20/2019-20 ದಿನಾಂಕ:03-05-2025 <box>606 960 848 970</box>
corporation-seal-icon: ◉ <box>58 306 106 354</box>
table-cell: 85644 <box>882 1094 951 1109</box>
ad-title: ಹಿರಿಯ ಸಹಾಯಕ ತೋಟಗಾರಿಕೆ ನಿರ್ದೇಶಕರು, ರಾಜ್ಯವಲಯ ಕಚೇರಿ, ಹಾಸನ <box>353 122 623 157</box>
ad-body: 2025-26 ನೇ ಸಾಲಿನಲ್ಲಿ ಪಶುಪಾಲನಾ ಮತ್ತು ಪಶುವೈದ್ಯಕೀಯ ಸೇವಾ ಇಲಾಖೆಯ ಪಶುವೈದ್ಯಕೀಯ ಸಂಸ್ಥೆಗಳಿಗೆ ಅವಶ್ಯವಿರುವ cow mats & chaff cutter ಖರೀದಿಸಲು ಟೆಂಡರ್ ಆಹ್ವಾನಿಸಲಾಗಿದೆ. ಅಂದಾಜು ಮೊತ್ತ ರೂ. 982.10 ಲಕ್ಷಗಳು. ಟೆಂಡರ್ ದಾಖಲೆಗಳನ್ನು https://kppp.karnataka.gov.in ಅಂತರ್ಜಾಲದಿಂದ ದಿನಾಂಕ: 05.05.2025 ರಿಂದ ಪಡೆಯಬಹುದು. ಬಿಡ್ ಸಲ್ಲಿಸಲು ಕೊನೆಯ ದಿನಾಂಕ: 04.06.2025 ಸಂಜೆ 17.30 ರವರೆಗೆ. ಹೆಚ್ಚಿನ ವಿವರಗಳಿಗೆ ಕಛೇರಿ ವೇಳೆಯಲ್ಲಿ ಸಂಪರ್ಕಿಸಬಹುದು. <box>663 225 951 298</box>
table-cell: 77.26 <box>368 1831 469 1846</box>
ad-date: ದಿನಾಂಕ:03.05.2025 <box>392 1219 469 1229</box>
phone-icon: ☎ <box>399 1058 417 1074</box>
court-signature: ನ್ಯಾಯಾಲಯದ ಆಜ್ಞೆಯ ಮೇರೆಗೆ, ಮಾನ್ಯ 2ನೇ ಹೆಚ್ಚುವರಿ ಸಿವಿಲ್ ನ್ಯಾಯಾಲಯ (ಕಿ.ವಿ) ಮತ್ತು ಜೆ.ಎಮ್.ಎಫ್.ಸಿ. ನ್ಯಾಯಾಲಯ, ಶಿವಮೊಗ್ಗ <box>1128 703 1263 733</box>
ad-body: ಈ ಮೂಲಕ ನಗರದ ಸಾರ್ವಜನಿಕರಿಗೆ ತಿಳಿಯಪಡಿಸುವುದೇನೆಂದರೆ, ದಾವಣಗೆರೆ ಮಹಾನಗರ ಪಾಲಿಕೆ ವ್ಯಾಪ್ತಿಯ ಈ ಕೆಳಕಂಡ ಮಳಿಗೆಗಳನ್ನು ಕರ್ನಾಟಕ ಪುರಸಭೆಗಳ ಅಧಿನಿಯಮ 1964 ರ ಪ್ರಕರಣ 72 ರನ್ವಯ ಹಾಗೂ ಸರ್ಕಾರದ ಆದೇಶ ಸಂಖ್ಯೆ ನಅಇ/168/ಸಿಎಸ್‌ಎಸ್/2017 ದಿನಾಂಕ: 19-07-2019 ರ ಮಾರ್ಗಸೂಚಿಗಳಂತೆ 12 ವರ್ಷಗಳ ಅವಧಿಗೆ ಗುತ್ತಿಗೆ ಆಧಾರದ ಮೇಲೆ ಬಹಿರಂಗ ಹರಾಜು ಮೂಲಕ ವಿಲೇವಾರಿ ಮಾಡಲು ಉದ್ದೇಶಿಸಿದ್ದು ಆಸಕ್ತ ಸಾರ್ವಜನಿಕರು ಹರಾಜಿನಲ್ಲಿ ಭಾಗವಹಿಸಬಹುದಾಗಿದೆ. ಹರಾಜಿನಲ್ಲಿ ಭಾಗವಹಿಸುವವರು ಠೇವಣಿ ಮೊತ್ತವನ್ನು ಡಿ.ಡಿ. ಮೂಲಕ ಪಾವತಿಸಬೇಕು. ಹರಾಜಿನ ಷರತ್ತು ಮತ್ತು ನಿಬಂಧನೆಗಳನ್ನು ಕಛೇರಿ ವೇಳೆಯಲ್ಲಿ ಕಂದಾಯ ಶಾಖೆಯಲ್ಲಿ ಪರಿಶೀಲಿಸಬಹುದು. <box>503 999 951 1070</box>
table-row <box>28 1831 469 1846</box>
ref-number: ಸಂ:ಹಿಸತೋನಿ/ರಾವ/ಟೆಂ/ಪ್ರ:05/2025-26 <box>27 840 163 850</box>
milk-dept-tender-ad <box>654 104 960 446</box>
imprint-line: Hosadigantha kannada daily Printed & Published by P.S. Prakash on behalf of Jnanabharathi Prakashana Limited. Printed at Digantha Mudrana, New Thirthahalli Road, Shivamogga - 577201 <box>78 1993 1211 2007</box>
cmyk-dot-icon <box>140 2048 152 2060</box>
promo-line: ದಿನ ಪತ್ರಿಕೆಗಳನ್ನು <box>373 958 443 973</box>
ad-band: ಟೆಂಡರ್ ಪ್ರಕಟಣೆ <box>138 1706 359 1727</box>
site-location: Site Location : Shivamogga City <box>74 201 266 215</box>
cmyk-dot-icon <box>1120 2048 1132 2060</box>
notice-label: ಪ್ರಕಟಣೆ <box>1108 630 1136 643</box>
table-header: ಠೇವಣಿ ಮೊತ್ತ <box>882 1079 951 1094</box>
notice-body: ಅರ್ಜಿದಾರರು: 1) ಶ್ರೀಮತಿ ಗಂಗಮ್ಮ ಕೋಂ ಲೇಟ್ ಶ್ರೀ ಬಸಪ್ಪ, ವಾಸ: ಶಿವಮೊಗ್ಗ ತಾಲ್ಲೂಕು. ಪ್ರತಿವಾದಿ: ಮೇಲ್ಕಂಡ ಅರ್ಜಿದಾರರು ಈ ನ್ಯಾಯಾಲಯದಲ್ಲಿ ದಾವೆ ಸಲ್ಲಿಸಿದ್ದು, ಪತ್ರಿಕಾ ಪ್ರಕಟಣೆಯ ಮೂಲಕ ತಿಳಿಸುವುದೇನೆಂದರೆ ದಿನಾಂಕ: 25-06-2025 ರಂದು ಬೆಳಿಗ್ಗೆ 11 ಗಂಟೆಗೆ ನ್ಯಾಯಾಲಯಕ್ಕೆ ಹಾಜರಾಗಬೇಕು. ತಪ್ಪಿದಲ್ಲಿ ಏಕಪಕ್ಷೀಯವಾಗಿ ತೀರ್ಮಾನಿಸಲಾಗುವುದು. <box>981 648 1263 696</box>
ad-signature: ಸಹಿ/-ಹಿರಿಯ ಸಹಾಯಕ ತೋಟಗಾರಿಕೆ ನಿರ್ದೇಶಕರು, ರಾಜ್ಯವಲಯ, ಹಾಸನ. <box>93 954 313 964</box>
promo-phone: 9964391692 <box>345 1116 471 1137</box>
court-notice-5 <box>972 866 1272 1386</box>
court-notice-3 <box>654 474 960 884</box>
koppal-tender-ad <box>18 1134 478 1636</box>
table-cell: CAT-2A <box>308 1831 368 1846</box>
list-item: 1. ಹರಾಜಿನಲ್ಲಿ ಭಾಗವಹಿಸುವವರು ಠೇವಣಿ ಮೊತ್ತವನ್ನು ಆಯುಕ್ತರು, ಮಹಾನಗರ ಪಾಲಿಕೆ ದಾವಣಗೆರೆ ಇವರ ಹೆಸರಿನಲ್ಲಿ ಡಿ.ಡಿ. ಮೂಲಕ ಪಾವತಿಸಬೇಕು. <box>519 1147 951 1179</box>
table-cell: ಮಳಿಗೆ <box>744 1094 781 1109</box>
ad-signature: ಸಹಿ/-ಕಾರ್ಯಪಾಲಕ ಅಭಿಯಂತರರು, ಮಹಾನಗರ ಪಾಲಿಕೆ, ದಾವಣಗೆರೆ <box>109 529 313 540</box>
ad-subtitle: ಆಯುಕ್ತರವರ ಕಛೇರಿ, ಪಶುಪಾಲನಾ ಭವನ, ಹೆಬ್ಬಾಳ, ಬೆಂಗಳೂರು - 560024. <box>689 159 925 169</box>
cmyk-dot-icon <box>448 2048 460 2060</box>
cmyk-dot-icon <box>1138 2048 1150 2060</box>
case-number: ಓ.ಎಸ್.ನಂ: 172/2025 <box>1067 613 1177 626</box>
table-cell: 12 <box>678 1094 744 1109</box>
page-number: ೧೧ <box>1210 14 1242 47</box>
imprint-line: and Published at 'Madhura Nilaya', 4th Cross, Durgigudi, Park Extension, Shivamogga 577202. Ph: (08182) 401752, 8861209076. Editor : P.S. Prakash, Group Editor : Vinayak S. Bhat. <box>97 2010 1192 2024</box>
ad-title: ಹಿರಿಯ ಸಹಾಯಕ ತೋಟಗಾರಿಕೆ ನಿರ್ದೇಶಕರು, ರಾಜ್ಯವಲಯ ಕಚೇರಿ, ಹಾಸನ <box>35 790 305 825</box>
ad-contact: E-mail : cokurugodu@gmail.com Web Site: www.kurugodutown.mrc.gov.in <box>62 1681 434 1692</box>
ad-footnote: ವಾಪ್ರಾ/ಬಳ್ಳಾರಿ/76/ಟೆಂ/2025-26 <box>27 1865 125 1874</box>
case-number: ಓ.ಎಸ್.ನಂ: 116/2025 <box>752 515 862 528</box>
table-cell: 13 <box>678 1109 744 1124</box>
ref-number: ಸಂ:ಪಪಸೇ/ಪ್ರಾವಿ/ಟೆಂಡರ್/2025-26 <box>663 181 780 191</box>
ad-gov-line: ಕರ್ನಾಟಕ ಸರ್ಕಾರ <box>778 110 836 121</box>
court-signature: ನ್ಯಾಯಾಲಯದ ಆಜ್ಞೆಯ ಮೇರೆಗೆ, ಜಿಲ್ಲಾ ಮತ್ತು ಸತ್ರ ನ್ಯಾಯಾಲಯ, ಚಿತ್ರದುರ್ಗ <box>1146 1579 1263 1599</box>
wanted-ad <box>18 104 322 287</box>
court-notice-4 <box>972 574 1272 840</box>
promo-phone: 88612 09077 <box>374 1074 442 1116</box>
ad-contact: Email:sadhsshsn@gmail.com Ph: 08172-269995 <box>367 159 609 170</box>
ad-band: ಅಲ್ಪಾವಧಿ ಟೆಂಡರ್ ಪ್ರಕಟಣೆ <box>27 852 313 873</box>
cmyk-dot-icon <box>816 2048 828 2060</box>
cmyk-dot-icon <box>466 2048 478 2060</box>
gov-emblem-icon: ♛ <box>45 1151 93 1199</box>
table-header: Reference Number <box>69 1771 308 1786</box>
court-title: ಮಾನ್ಯ 5ನೇ ಹೆಚ್ಚುವರಿ ಸಿವಿಲ್ ಮತ್ತು ಜೆ.ಎಂ.ಎಫ್.ಸಿ. ನ್ಯಾಯಾಧೀಶರ ನ್ಯಾಯಾಲಯ, ಶಿವಮೊಗ್ಗ <box>353 447 625 477</box>
list-item: 5. ಗುತ್ತಿಗೆ ಅವಧಿ 12 ವರ್ಷಗಳಾಗಿದ್ದು, ಪ್ರತಿ 3 ವರ್ಷಕ್ಕೊಮ್ಮೆ ಬಾಡಿಗೆಯನ್ನು ಶೇ.15 ರಷ್ಟು ಹೆಚ್ಚಿಸಲಾಗುವುದು. <box>519 1251 951 1267</box>
case-number: ಓ.ಎಸ್.ನಂ: 131/2025 <box>434 481 544 494</box>
ad-band: ಟೆಂಡರ್ ಪ್ರಕಟಣೆ <box>115 1231 380 1252</box>
newspaper-logo <box>900 0 1185 58</box>
cmyk-dot-icon <box>484 2048 496 2060</box>
ad-date: ದಿನಾಂಕ: 03.05.2025 <box>233 840 313 850</box>
advocate-info: ಅರ್ಜಿದಾರರ ಪರ ವಕೀಲರು: ಶ್ರೀ ಟಿ.ವಿ. ಪ್ರಕಾಶ್, ದಿನಾಂಕ: 29-04-2025 <box>981 1020 1093 1040</box>
works-table <box>27 1771 469 1847</box>
